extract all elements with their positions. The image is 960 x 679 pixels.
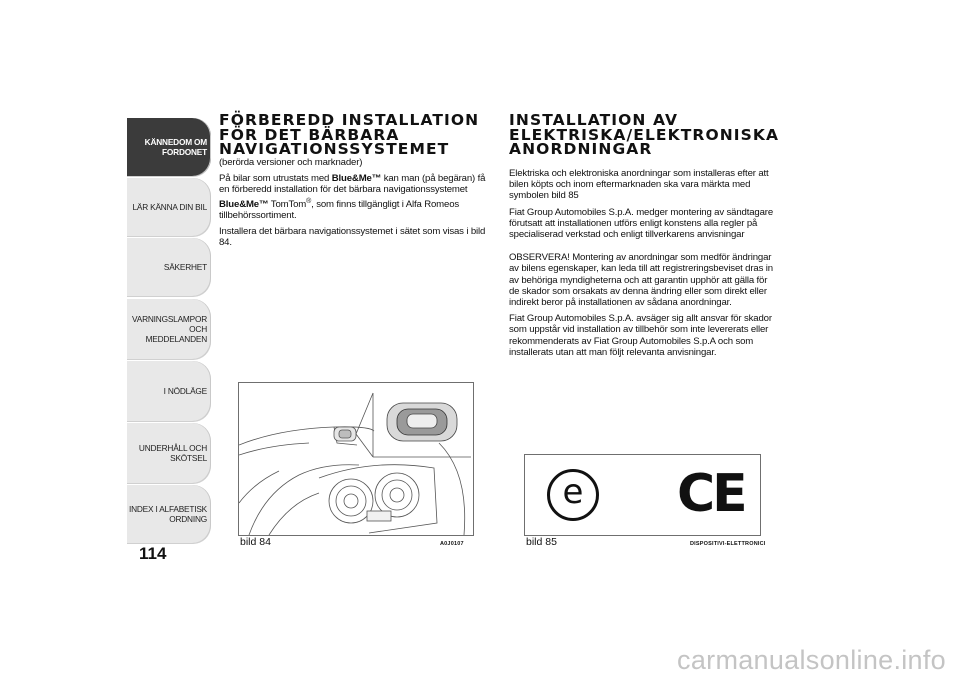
figure-84-caption: bild 84: [240, 536, 271, 548]
tab-label: VARNINGSLAMPOR OCH MEDDELANDEN: [132, 314, 207, 344]
ce-mark-icon: CE: [677, 464, 745, 524]
tab-index[interactable]: [127, 485, 211, 543]
tab-kannedom-om-fordonet[interactable]: [127, 118, 211, 176]
figure-84-code: A0J0107: [440, 541, 464, 547]
dashboard-illustration: [239, 383, 473, 535]
tab-i-nodlage[interactable]: [127, 361, 211, 421]
figure-84: [238, 382, 474, 536]
tab-underhall-och-skotsel[interactable]: [127, 423, 211, 483]
left-para-1: På bilar som utrustats med Blue&Me™ kan man (på begäran) få en förberedd installation för det bärbara navigationssystemet Blue&Me™ TomTom®, som finns tillgängligt i Alfa Romeos tillbehörssortiment.: [219, 173, 486, 221]
e-mark-icon: e: [547, 469, 599, 521]
page-number: 114: [139, 544, 167, 563]
right-para-3: OBSERVERA! Montering av anordningar som medför ändringar av bilens egenskaper, kan leda till att registreringsbeviset dras in av behöriga myndigheterna och att garantin upphör att gälla för de skador som orsakats av denna ändring eller som direkt eller indirekt beror på installationen av sådana anordningar.: [509, 252, 773, 309]
right-body: [509, 168, 779, 363]
left-heading: FÖRBEREDD INSTALLATION FÖR DET BÄRBARA NAVIGATIONSSYSTEMET: [219, 111, 480, 158]
tab-varningslampor[interactable]: [127, 299, 211, 359]
tab-label: UNDERHÅLL OCH SKÖTSEL: [138, 443, 207, 463]
tab-label: INDEX I ALFABETISK ORDNING: [128, 504, 207, 524]
right-para-2: Fiat Group Automobiles S.p.A. medger montering av sändtagare förutsatt att installationen utförs enligt konstens alla regler på specialiserad verkstad och enligt tillverkarens anvisningar: [509, 206, 774, 241]
tab-label: LÄR KÄNNA DIN BIL: [132, 202, 207, 212]
watermark: carmanualsonline.info: [677, 645, 946, 675]
left-body: [219, 157, 494, 254]
tab-label: SÄKERHET: [163, 262, 207, 272]
figure-85: [524, 454, 761, 536]
left-subheading: (berörda versioner och marknader): [219, 157, 363, 168]
figure-85-caption: bild 85: [526, 536, 557, 548]
tab-label: KÄNNEDOM OM FORDONET: [144, 137, 207, 157]
tab-lar-kanna-din-bil[interactable]: [127, 178, 211, 236]
left-para-2: Installera det bärbara navigationssystemet i sätet som visas i bild 84.: [219, 226, 486, 249]
right-para-1: Elektriska och elektroniska anordningar som installeras efter att bilen köpts och inom eftermarknaden ska vara märkta med symbolen bild 85: [509, 168, 769, 202]
tab-label: I NÖDLÄGE: [163, 386, 207, 396]
tab-sakerhet[interactable]: [127, 238, 211, 296]
right-para-4: Fiat Group Automobiles S.p.A. avsäger sig allt ansvar för skador som uppstår vid installation av tillbehör som inte levererats eller rekommenderats av Fiat Group Automobiles S.p.A och som installerats utan att man följt relevanta anvisningar.: [509, 313, 772, 358]
figure-85-code: DISPOSITIVI-ELETTRONICI: [690, 541, 766, 547]
right-heading: INSTALLATION AV ELEKTRISKA/ELEKTRONISKA ANORDNINGAR: [509, 111, 780, 158]
